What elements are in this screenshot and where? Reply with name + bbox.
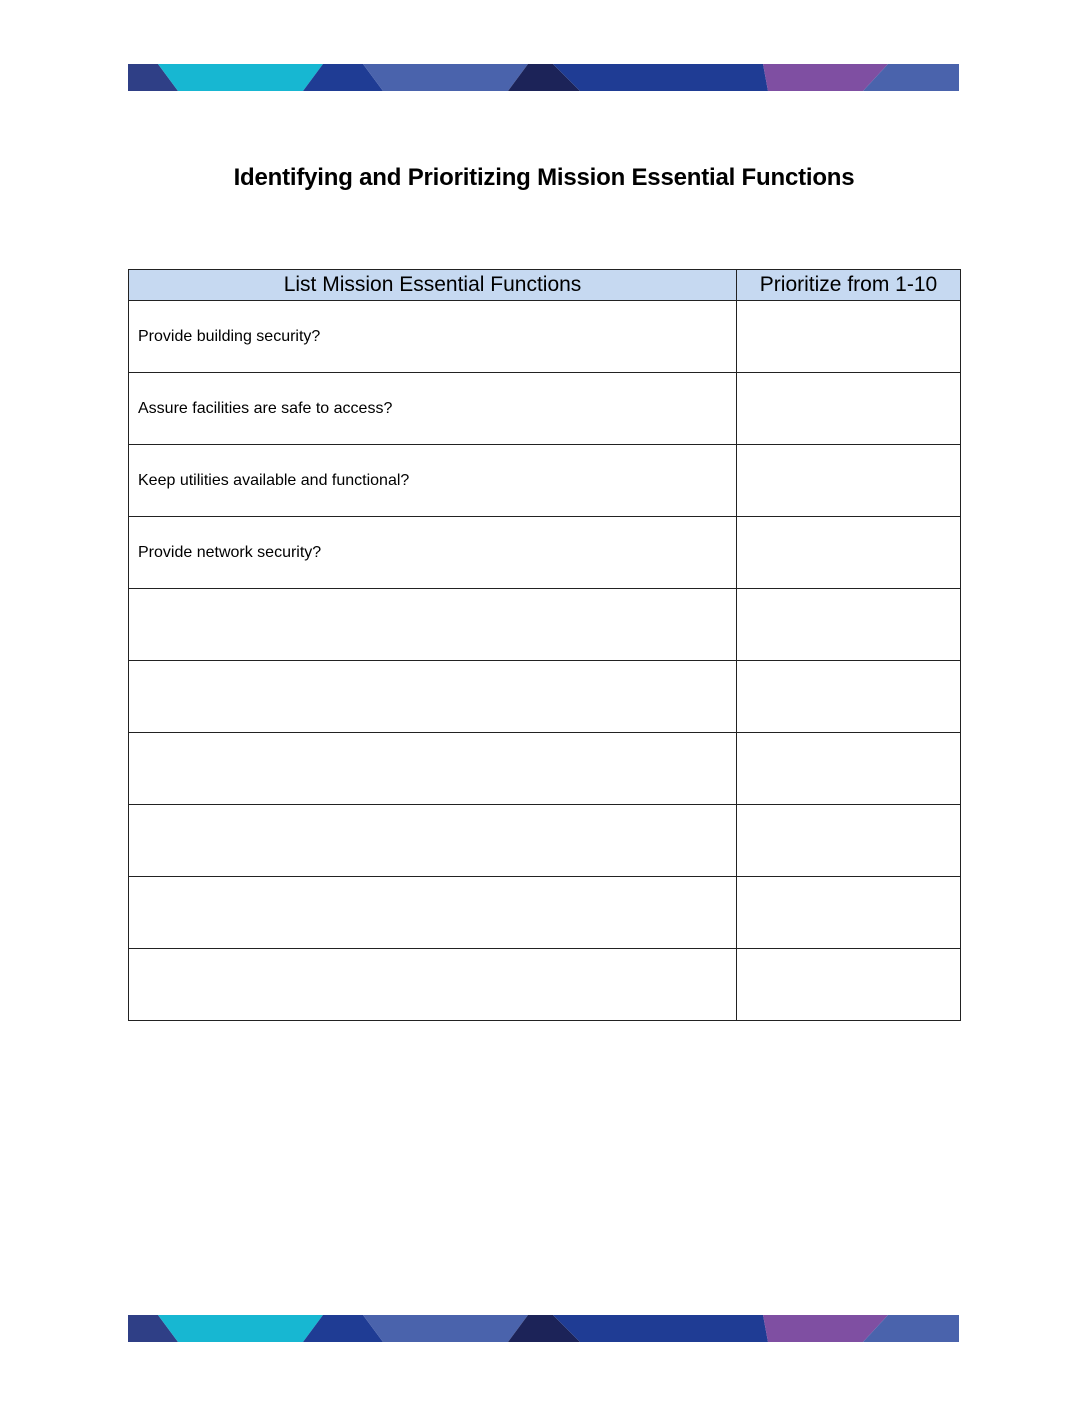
function-cell[interactable] bbox=[129, 589, 737, 661]
table-row bbox=[129, 877, 961, 949]
priority-cell[interactable] bbox=[737, 733, 961, 805]
function-cell[interactable] bbox=[129, 661, 737, 733]
priority-cell[interactable] bbox=[737, 877, 961, 949]
function-cell[interactable] bbox=[129, 805, 737, 877]
priority-cell[interactable] bbox=[737, 661, 961, 733]
page-title: Identifying and Prioritizing Mission Essential Functions bbox=[233, 164, 855, 191]
table-row bbox=[129, 373, 961, 445]
priority-cell[interactable] bbox=[737, 301, 961, 373]
priority-cell[interactable] bbox=[737, 805, 961, 877]
function-cell[interactable]: Provide building security? bbox=[129, 301, 737, 373]
priority-cell[interactable] bbox=[737, 373, 961, 445]
function-cell[interactable] bbox=[129, 877, 737, 949]
table-row bbox=[129, 445, 961, 517]
table-row bbox=[129, 301, 961, 373]
priority-cell[interactable] bbox=[737, 949, 961, 1021]
function-cell[interactable] bbox=[129, 949, 737, 1021]
function-cell[interactable]: Assure facilities are safe to access? bbox=[129, 373, 737, 445]
table-row bbox=[129, 517, 961, 589]
priority-cell[interactable] bbox=[737, 517, 961, 589]
table-row bbox=[129, 805, 961, 877]
table-row bbox=[129, 733, 961, 805]
table-header-row bbox=[129, 270, 961, 301]
table-row bbox=[129, 949, 961, 1021]
table-row bbox=[129, 661, 961, 733]
table-row bbox=[129, 589, 961, 661]
function-cell[interactable]: Provide network security? bbox=[129, 517, 737, 589]
priority-cell[interactable] bbox=[737, 589, 961, 661]
function-cell[interactable] bbox=[129, 733, 737, 805]
header-priority: Prioritize from 1-10 bbox=[737, 270, 961, 301]
decorative-color-band-bottom bbox=[128, 1315, 959, 1342]
priority-cell[interactable] bbox=[737, 445, 961, 517]
function-cell[interactable]: Keep utilities available and functional? bbox=[129, 445, 737, 517]
mission-functions-table bbox=[128, 269, 961, 1021]
decorative-color-band-top bbox=[128, 64, 959, 91]
header-functions: List Mission Essential Functions bbox=[129, 270, 737, 301]
